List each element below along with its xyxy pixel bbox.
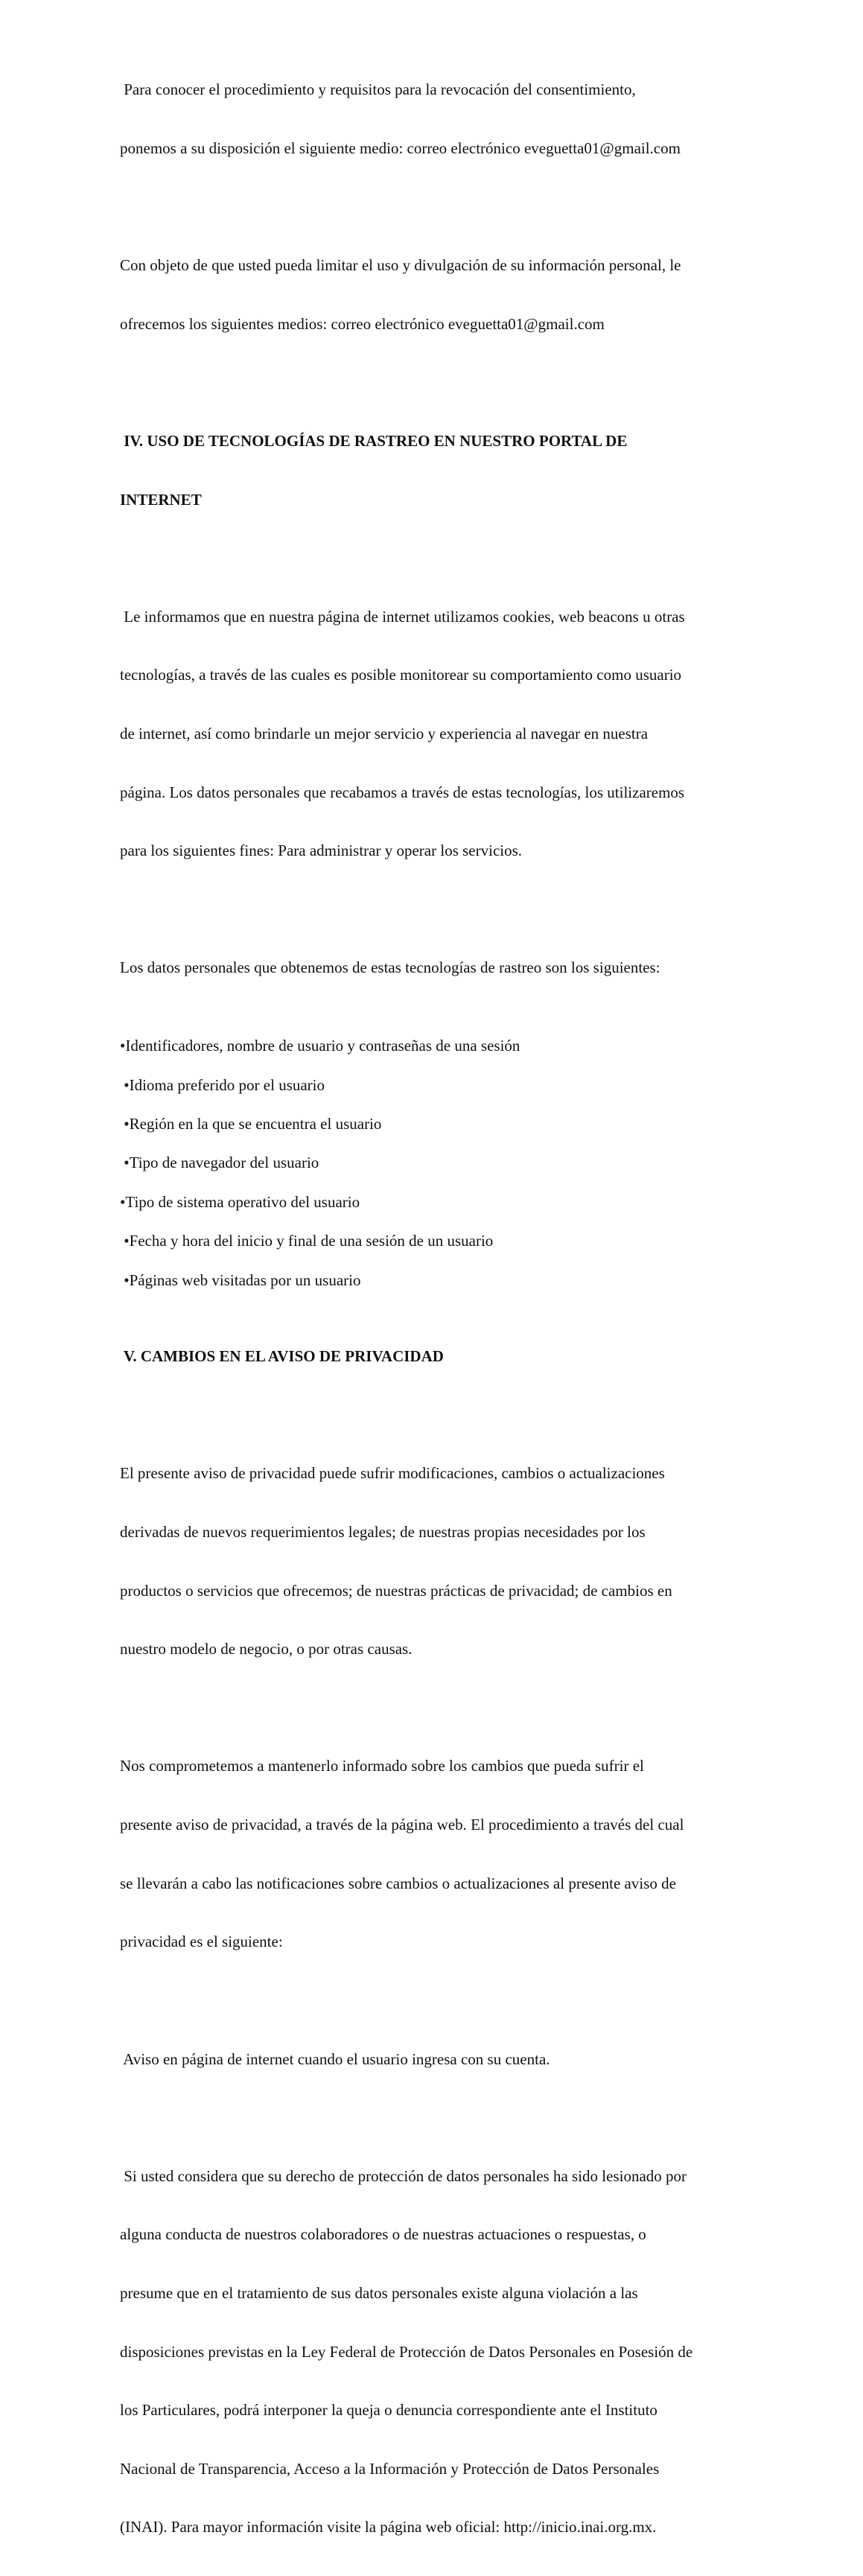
list-item <box>120 1036 749 1055</box>
tracking-intro-paragraph <box>120 567 749 899</box>
inai-paragraph <box>120 2127 749 2576</box>
text-line: se llevarán a cabo las notificaciones sobre cambios o actualizaciones al presente aviso de <box>120 1874 676 1892</box>
text-line: Le informamos que en nuestra página de internet utilizamos cookies, web beacons u otras <box>120 607 685 626</box>
text-line: presente aviso de privacidad, a través de la página web. El procedimiento a través del cual <box>120 1816 684 1834</box>
text-line: El presente aviso de privacidad puede sufrir modificaciones, cambios o actualizaciones <box>120 1464 665 1483</box>
text-line: ofrecemos los siguientes medios: correo electrónico eveguetta01@gmail.com <box>120 314 605 333</box>
heading-line: V. CAMBIOS EN EL AVISO DE PRIVACIDAD <box>120 1347 444 1366</box>
text-line: alguna conducta de nuestros colaboradores o de nuestras actuaciones o respuestas, o <box>120 2225 646 2244</box>
revocation-paragraph <box>120 41 749 197</box>
text-line: para los siguientes fines: Para administrar y operar los servicios. <box>120 842 523 860</box>
text-line: Los datos personales que obtenemos de estas tecnologías de rastreo son los siguientes: <box>120 958 660 977</box>
list-item <box>120 1192 749 1212</box>
list-item-text: •Región en la que se encuentra el usuario <box>120 1115 382 1133</box>
text-line: de internet, así como brindarle un mejor servicio y experiencia al navegar en nuestra <box>120 725 649 743</box>
list-item <box>120 1075 749 1095</box>
text-line: productos o servicios que ofrecemos; de nuestras prácticas de privacidad; de cambios en <box>120 1581 672 1600</box>
text-line: privacidad es el siguiente: <box>120 1933 283 1951</box>
text-line: disposiciones previstas en la Ley Federal de Protección de Datos Personales en Posesión de <box>120 2342 693 2361</box>
text-line: presume que en el tratamiento de sus datos personales existe alguna violación a las <box>120 2283 638 2302</box>
document-page <box>120 41 749 2576</box>
list-item <box>120 1270 749 1290</box>
text-line: página. Los datos personales que recabamos a través de estas tecnologías, los utilizaremos <box>120 783 685 801</box>
text-line: ponemos a su disposición el siguiente medio: correo electrónico eveguetta01@gmail.com <box>120 139 681 158</box>
changes-paragraph-1 <box>120 1425 749 1698</box>
list-item-text: •Tipo de navegador del usuario <box>120 1154 319 1172</box>
list-item-text: •Identificadores, nombre de usuario y contraseñas de una sesión <box>120 1037 520 1055</box>
text-line: Para conocer el procedimiento y requisitos para la revocación del consentimiento, <box>120 80 636 99</box>
list-item <box>120 1114 749 1133</box>
section-v-heading <box>120 1308 749 1405</box>
changes-paragraph-2 <box>120 1717 749 1991</box>
text-line: Si usted considera que su derecho de protección de datos personales ha sido lesionado por <box>120 2166 687 2185</box>
list-item <box>120 1231 749 1250</box>
limit-use-paragraph <box>120 217 749 373</box>
list-item-text: •Fecha y hora del inicio y final de una sesión de un usuario <box>120 1232 494 1250</box>
text-line: Nos comprometemos a mantenerlo informado sobre los cambios que pueda sufrir el <box>120 1757 644 1775</box>
tracking-data-intro <box>120 919 749 1017</box>
text-line: nuestro modelo de negocio, o por otras causas. <box>120 1640 413 1659</box>
text-line: Con objeto de que usted pueda limitar el uso y divulgación de su información personal, le <box>120 256 681 275</box>
notice-paragraph <box>120 2010 749 2108</box>
text-line: (INAI). Para mayor información visite la página web oficial: http://inicio.inai.org.mx. <box>120 2518 657 2537</box>
text-line: Nacional de Transparencia, Acceso a la Información y Protección de Datos Personales <box>120 2459 660 2478</box>
text-line: tecnologías, a través de las cuales es posible monitorear su comportamiento como usuario <box>120 666 682 684</box>
list-item <box>120 1153 749 1172</box>
text-line: derivadas de nuevos requerimientos legales; de nuestras propias necesidades por los <box>120 1523 646 1542</box>
heading-line: INTERNET <box>120 490 202 509</box>
text-line: los Particulares, podrá interponer la queja o denuncia correspondiente ante el Instituto <box>120 2401 657 2420</box>
text-line: Aviso en página de internet cuando el usuario ingresa con su cuenta. <box>120 2049 550 2068</box>
list-item-text: •Páginas web visitadas por un usuario <box>120 1270 361 1289</box>
heading-line: IV. USO DE TECNOLOGÍAS DE RASTREO EN NUESTRO PORTAL DE <box>120 432 628 451</box>
section-iv-heading <box>120 392 749 549</box>
list-item-text: •Tipo de sistema operativo del usuario <box>120 1192 360 1211</box>
list-item-text: •Idioma preferido por el usuario <box>120 1075 325 1094</box>
